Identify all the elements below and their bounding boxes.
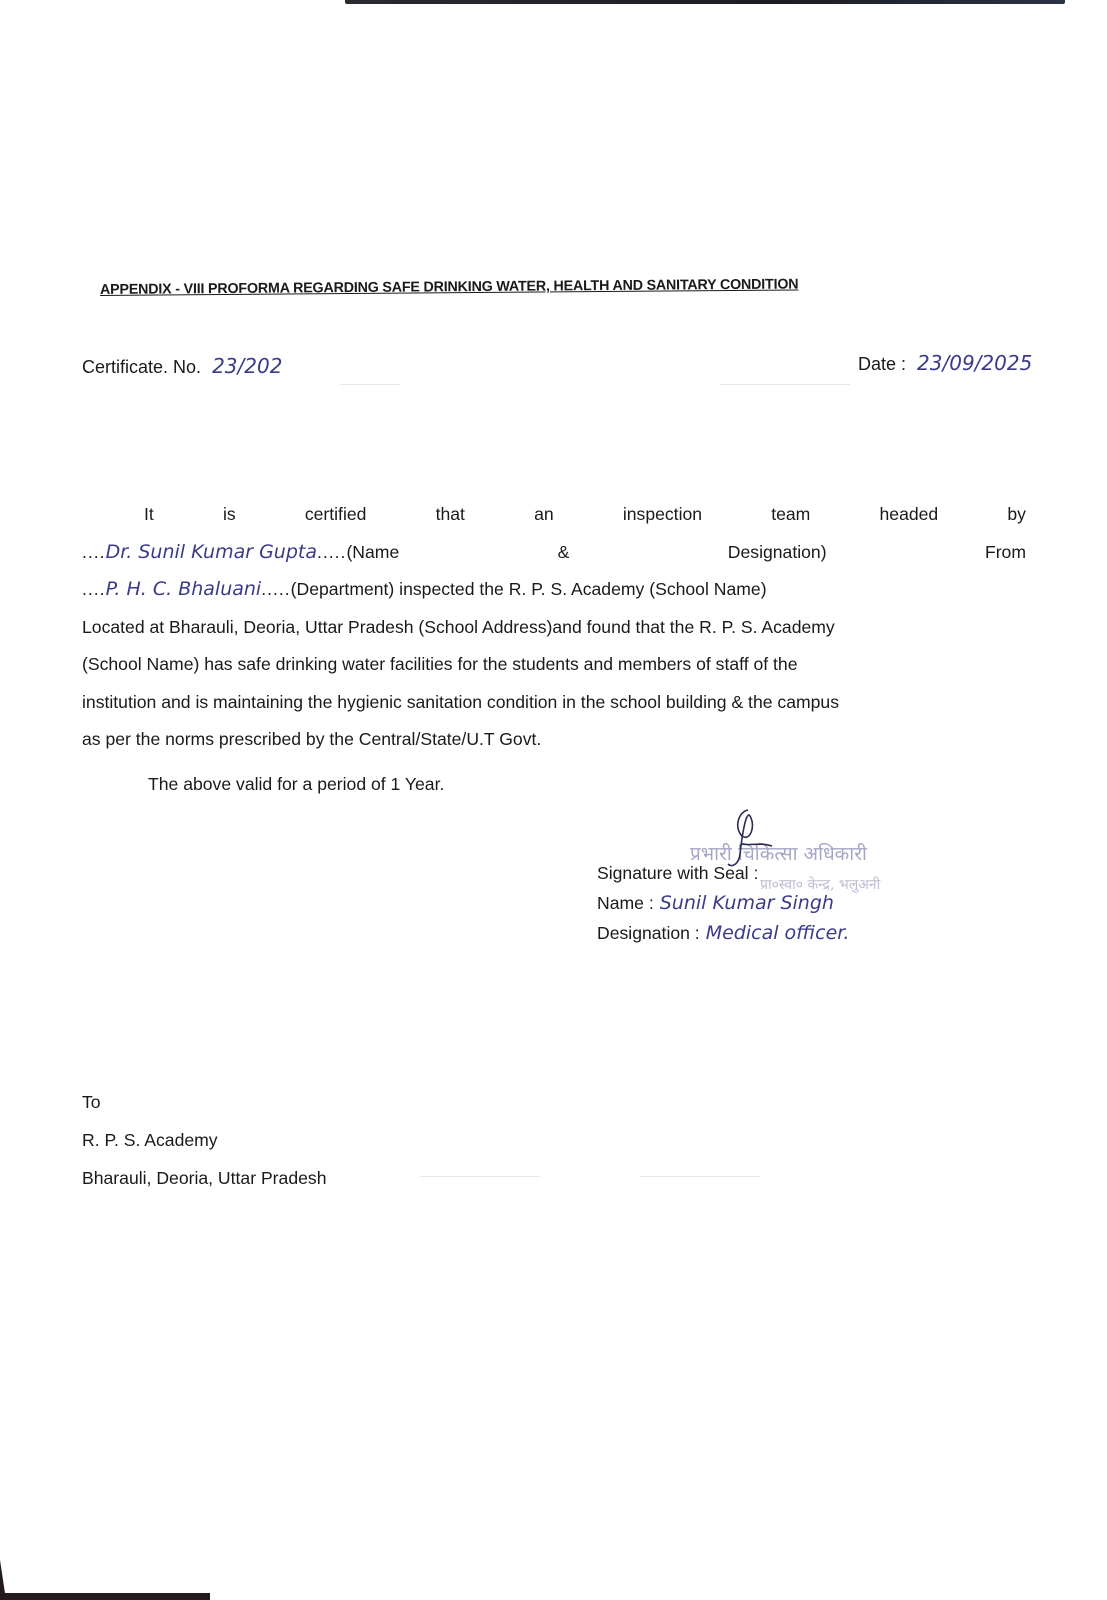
scan-edge-top	[345, 0, 1065, 4]
seal-stamp-line-1: प्रभारी चिकित्सा अधिकारी	[690, 843, 867, 865]
signature-label: Signature with Seal :	[597, 863, 759, 883]
word: by	[1007, 504, 1026, 524]
word: headed	[879, 504, 939, 524]
word: It	[144, 504, 154, 524]
paragraph-line-4: Located at Bharauli, Deoria, Uttar Pradesh (School Address)and found that the R. P. S. Academy	[82, 616, 835, 637]
paragraph-line-5: (School Name) has safe drinking water facilities for the students and members of staff of the	[82, 654, 798, 674]
signatory-name-row	[597, 888, 849, 918]
date-value: 23/09/2025	[917, 351, 1033, 375]
word: is	[222, 504, 236, 524]
signatory-designation-value: Medical officer.	[705, 922, 850, 944]
faint-rule	[720, 384, 850, 385]
signatory-name-value: Sunil Kumar Singh	[659, 892, 834, 914]
faint-rule	[340, 384, 400, 385]
paragraph-line-2	[82, 534, 1026, 572]
signature-block	[597, 858, 849, 948]
scan-edge-bottom	[0, 1593, 210, 1600]
recipient-to-label: To	[82, 1092, 101, 1112]
date-label: Date :	[858, 354, 907, 374]
dot-leader: .....	[261, 579, 291, 599]
dot-leader: .....	[317, 541, 347, 562]
paragraph-line-6: institution and is maintaining the hygienic sanitation condition in the school building & the campus	[82, 691, 840, 712]
document-heading: APPENDIX - VIII PROFORMA REGARDING SAFE DRINKING WATER, HEALTH AND SANITARY CONDITION	[99, 276, 799, 298]
scan-corner-artifact	[0, 1560, 6, 1600]
dot-leader: ....	[82, 579, 106, 599]
recipient-name: R. P. S. Academy	[82, 1130, 218, 1150]
recipient-address: Bharauli, Deoria, Uttar Pradesh	[82, 1168, 327, 1188]
word: team	[771, 504, 811, 524]
paragraph-line-7: as per the norms prescribed by the Central/State/U.T Govt.	[82, 729, 542, 749]
faint-rule	[420, 1176, 540, 1177]
designation-label: Designation)	[727, 541, 827, 562]
name-label: (Name	[346, 541, 400, 562]
paragraph-line-3	[82, 571, 1026, 609]
inspector-name-value: Dr. Sunil Kumar Gupta	[105, 540, 317, 563]
certificate-number-value: 23/202	[212, 354, 283, 378]
from-label: From	[984, 541, 1026, 562]
word: certified	[304, 504, 367, 524]
word: inspection	[622, 504, 703, 524]
certification-paragraph	[82, 496, 1026, 759]
word: that	[435, 504, 465, 524]
certificate-number-label: Certificate. No.	[82, 357, 202, 377]
department-text: (Department) inspected the R. P. S. Academy (School Name)	[290, 579, 767, 599]
department-value: P. H. C. Bhaluani	[105, 578, 262, 600]
faint-rule	[640, 1176, 760, 1177]
signatory-designation-row	[597, 918, 849, 948]
signatory-designation-label: Designation :	[597, 923, 700, 943]
paragraph-line-1	[82, 496, 1026, 534]
validity-statement: The above valid for a period of 1 Year.	[148, 774, 445, 794]
certificate-number	[82, 354, 282, 378]
seal-stamp-line-2: प्रा०स्वा० केन्द्र, भलुअनी	[760, 877, 881, 893]
ampersand: &	[557, 541, 570, 562]
certificate-date	[858, 351, 1032, 375]
word: an	[534, 504, 554, 524]
dot-leader: ....	[82, 541, 106, 562]
inspector-name-field	[82, 534, 399, 572]
recipient-block	[82, 1083, 326, 1197]
signatory-name-label: Name :	[597, 893, 654, 913]
